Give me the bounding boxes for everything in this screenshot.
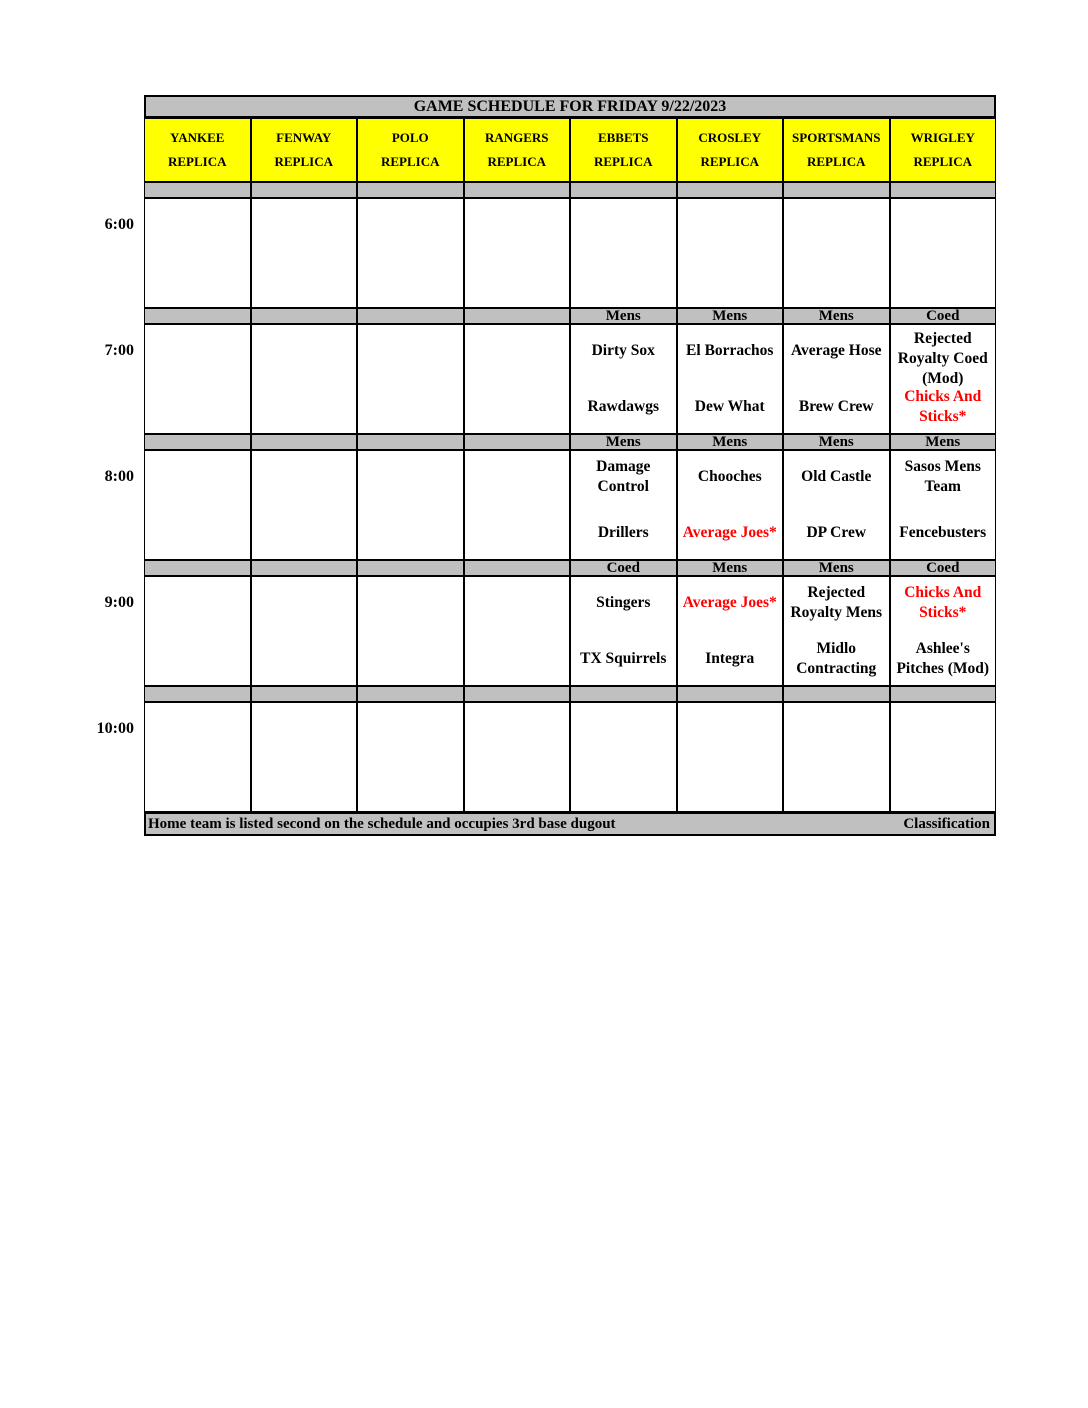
game-cell bbox=[677, 576, 784, 686]
classification-cell: Mens bbox=[890, 434, 997, 450]
classification-cell: Mens bbox=[783, 308, 890, 324]
classification-cell bbox=[357, 686, 464, 702]
empty-cell bbox=[357, 576, 464, 686]
time-label: 9:00 bbox=[104, 594, 134, 611]
empty-cell bbox=[464, 702, 571, 812]
time-slot-row bbox=[144, 198, 996, 308]
schedule-title: GAME SCHEDULE FOR FRIDAY 9/22/2023 bbox=[144, 95, 996, 118]
classification-cell bbox=[464, 686, 571, 702]
classification-row bbox=[144, 434, 996, 450]
field-subtitle: REPLICA bbox=[913, 154, 972, 169]
game-cell bbox=[570, 450, 677, 560]
classification-cell bbox=[251, 560, 358, 576]
field-name: FENWAY bbox=[276, 130, 332, 145]
empty-cell bbox=[783, 702, 890, 812]
home-team: DP Crew bbox=[806, 524, 867, 541]
empty-cell bbox=[144, 576, 251, 686]
classification-cell bbox=[464, 560, 571, 576]
time-label: 10:00 bbox=[96, 720, 134, 737]
field-subtitle: REPLICA bbox=[274, 154, 333, 169]
empty-cell bbox=[251, 450, 358, 560]
field-subtitle: REPLICA bbox=[487, 154, 546, 169]
game-cell bbox=[783, 324, 890, 434]
classification-cell bbox=[144, 308, 251, 324]
game-cell bbox=[570, 324, 677, 434]
away-team: Average Joes* bbox=[682, 594, 777, 611]
empty-cell bbox=[251, 324, 358, 434]
field-subtitle: REPLICA bbox=[700, 154, 759, 169]
classification-cell bbox=[251, 434, 358, 450]
classification-cell bbox=[251, 686, 358, 702]
classification-cell bbox=[783, 182, 890, 198]
classification-cell bbox=[144, 560, 251, 576]
empty-cell bbox=[251, 198, 358, 308]
game-cell bbox=[890, 576, 997, 686]
empty-cell bbox=[570, 702, 677, 812]
field-name: WRIGLEY bbox=[910, 130, 975, 145]
classification-cell bbox=[677, 182, 784, 198]
empty-cell bbox=[144, 198, 251, 308]
footer-classification-label: Classification bbox=[903, 815, 990, 832]
empty-cell bbox=[357, 702, 464, 812]
classification-cell bbox=[144, 686, 251, 702]
classification-cell bbox=[890, 686, 997, 702]
time-slot-row bbox=[144, 450, 996, 560]
field-subtitle: REPLICA bbox=[806, 154, 866, 169]
time-slot-row bbox=[144, 576, 996, 686]
classification-cell bbox=[890, 182, 997, 198]
game-cell bbox=[783, 450, 890, 560]
classification-cell: Mens bbox=[570, 308, 677, 324]
game-cell bbox=[783, 576, 890, 686]
home-team: Rawdawgs bbox=[587, 398, 659, 415]
empty-cell bbox=[890, 198, 997, 308]
time-slot-row bbox=[144, 702, 996, 812]
classification-cell bbox=[251, 182, 358, 198]
game-cell bbox=[677, 450, 784, 560]
away-team: Average Hose bbox=[790, 342, 882, 359]
classification-cell bbox=[464, 182, 571, 198]
home-team: Dew What bbox=[694, 398, 765, 415]
empty-cell bbox=[144, 324, 251, 434]
field-subtitle: REPLICA bbox=[167, 154, 227, 169]
classification-row bbox=[144, 560, 996, 576]
home-team: Brew Crew bbox=[798, 398, 874, 415]
field-name: YANKEE bbox=[170, 130, 225, 145]
classification-cell: Mens bbox=[677, 308, 784, 324]
empty-cell bbox=[890, 702, 997, 812]
classification-row bbox=[144, 686, 996, 702]
classification-cell bbox=[783, 686, 890, 702]
time-slot-row bbox=[144, 324, 996, 434]
field-header-row bbox=[144, 118, 996, 182]
home-team: Chicks And Sticks* bbox=[904, 388, 982, 425]
away-team: Old Castle bbox=[801, 468, 872, 485]
field-header-yankee bbox=[144, 118, 251, 182]
game-cell bbox=[677, 324, 784, 434]
away-team: Damage Control bbox=[596, 458, 651, 495]
away-team: Rejected Royalty Mens bbox=[790, 584, 883, 621]
classification-cell: Mens bbox=[783, 434, 890, 450]
field-name: SPORTSMANS bbox=[792, 130, 881, 145]
time-label: 6:00 bbox=[104, 216, 134, 233]
time-label: 7:00 bbox=[104, 342, 134, 359]
classification-cell: Coed bbox=[890, 560, 997, 576]
field-subtitle: REPLICA bbox=[593, 154, 653, 169]
schedule-sheet bbox=[144, 95, 996, 836]
field-name: EBBETS bbox=[597, 130, 649, 145]
classification-cell bbox=[357, 182, 464, 198]
field-name: POLO bbox=[391, 130, 429, 145]
classification-cell bbox=[144, 434, 251, 450]
classification-cell bbox=[570, 182, 677, 198]
game-cell bbox=[890, 324, 997, 434]
empty-cell bbox=[357, 450, 464, 560]
home-team: Average Joes* bbox=[682, 524, 777, 541]
empty-cell bbox=[677, 198, 784, 308]
away-team: Sasos Mens Team bbox=[904, 458, 981, 495]
game-cell bbox=[890, 450, 997, 560]
home-team: Drillers bbox=[597, 524, 649, 541]
away-team: Stingers bbox=[596, 594, 651, 611]
empty-cell bbox=[464, 576, 571, 686]
empty-cell bbox=[464, 198, 571, 308]
field-header-wrigley bbox=[890, 118, 997, 182]
field-subtitle: REPLICA bbox=[380, 154, 440, 169]
empty-cell bbox=[677, 702, 784, 812]
game-cell bbox=[570, 576, 677, 686]
field-header-sportsmans bbox=[783, 118, 890, 182]
classification-row bbox=[144, 308, 996, 324]
home-team: TX Squirrels bbox=[580, 650, 667, 667]
home-team: Ashlee's Pitches (Mod) bbox=[896, 640, 990, 677]
field-header-crosley bbox=[677, 118, 784, 182]
classification-row bbox=[144, 182, 996, 198]
empty-cell bbox=[570, 198, 677, 308]
empty-cell bbox=[464, 324, 571, 434]
classification-cell: Mens bbox=[783, 560, 890, 576]
classification-cell bbox=[144, 182, 251, 198]
classification-cell bbox=[357, 308, 464, 324]
empty-cell bbox=[251, 576, 358, 686]
classification-cell: Mens bbox=[677, 560, 784, 576]
away-team: Chooches bbox=[697, 468, 762, 485]
empty-cell bbox=[357, 198, 464, 308]
schedule-body bbox=[144, 182, 996, 812]
away-team: Rejected Royalty Coed (Mod) bbox=[897, 330, 988, 387]
away-team: Dirty Sox bbox=[591, 342, 655, 359]
field-name: RANGERS bbox=[484, 130, 549, 145]
home-team: Midlo Contracting bbox=[796, 640, 877, 677]
away-team: Chicks And Sticks* bbox=[904, 584, 982, 621]
classification-cell bbox=[464, 434, 571, 450]
classification-cell: Mens bbox=[570, 434, 677, 450]
classification-cell bbox=[677, 686, 784, 702]
home-team: Fencebusters bbox=[899, 524, 987, 541]
classification-cell bbox=[570, 686, 677, 702]
classification-cell bbox=[251, 308, 358, 324]
field-name: CROSLEY bbox=[698, 130, 762, 145]
field-header-rangers bbox=[464, 118, 571, 182]
time-label: 8:00 bbox=[104, 468, 134, 485]
classification-cell: Coed bbox=[570, 560, 677, 576]
classification-cell: Coed bbox=[890, 308, 997, 324]
classification-cell: Mens bbox=[677, 434, 784, 450]
classification-cell bbox=[357, 434, 464, 450]
empty-cell bbox=[357, 324, 464, 434]
field-header-polo bbox=[357, 118, 464, 182]
footer-note: Home team is listed second on the schedule and occupies 3rd base dugout bbox=[148, 815, 616, 832]
classification-cell bbox=[357, 560, 464, 576]
schedule-footer bbox=[144, 812, 996, 836]
empty-cell bbox=[144, 702, 251, 812]
empty-cell bbox=[783, 198, 890, 308]
empty-cell bbox=[144, 450, 251, 560]
field-header-ebbets bbox=[570, 118, 677, 182]
home-team: Integra bbox=[705, 650, 755, 667]
empty-cell bbox=[464, 450, 571, 560]
field-header-fenway bbox=[251, 118, 358, 182]
empty-cell bbox=[251, 702, 358, 812]
classification-cell bbox=[464, 308, 571, 324]
away-team: El Borrachos bbox=[686, 342, 774, 359]
